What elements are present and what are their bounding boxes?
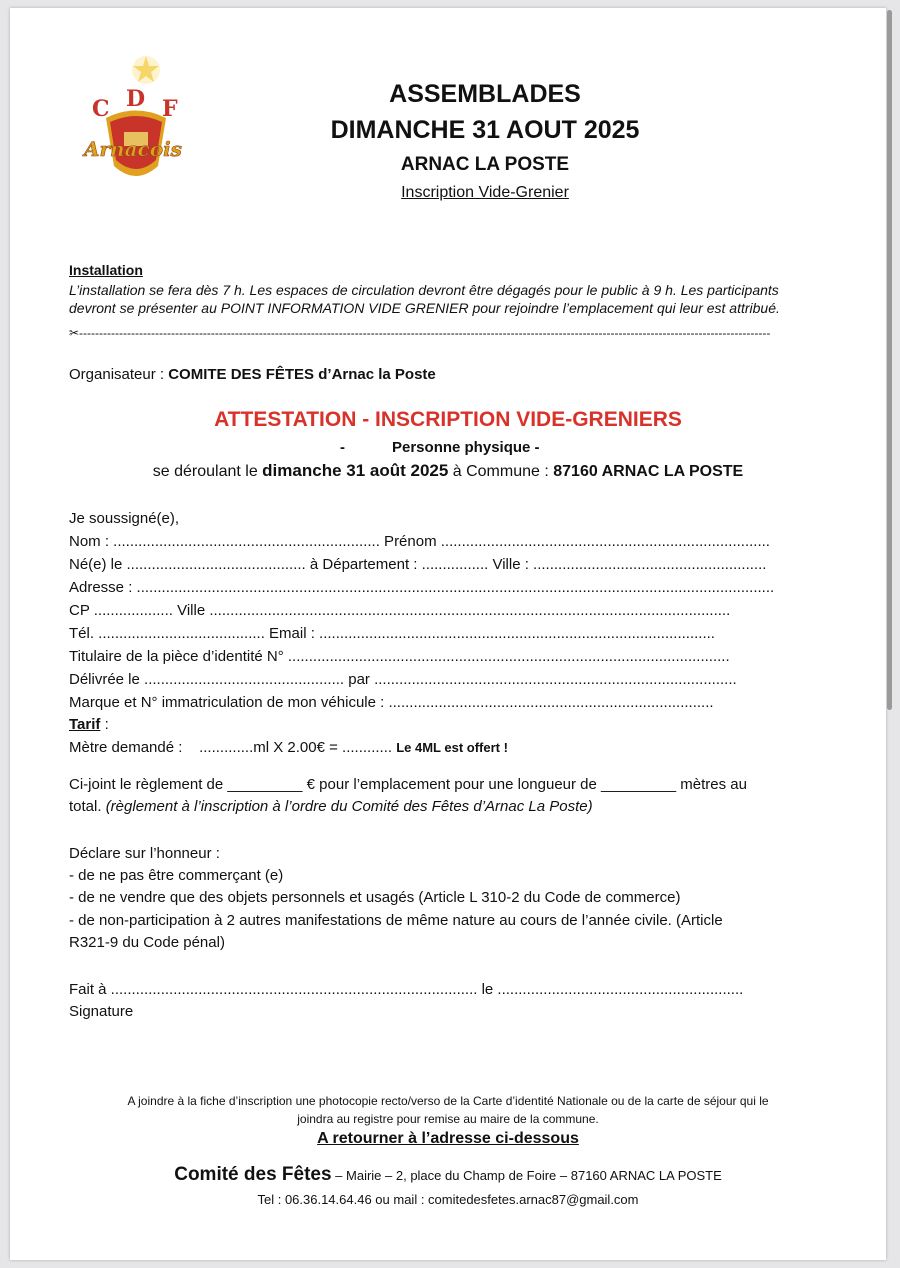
title-place: ARNAC LA POSTE — [400, 154, 570, 175]
field-adresse[interactable]: Adresse : ......................................................................................................................................................... — [69, 579, 775, 596]
attestation-date-line — [10, 461, 886, 481]
attestation-subtitle: Personne physique - — [392, 439, 540, 456]
reglement-note: (règlement à l’inscription à l’ordre du Comité des Fêtes d’Arnac La Poste) — [105, 798, 593, 815]
field-naissance[interactable]: Né(e) le ........................................... à Département : ................ Ville : ........................................................ — [69, 556, 767, 573]
logo-letter-c: C — [92, 96, 110, 122]
event-date: dimanche 31 août 2025 — [262, 461, 449, 480]
reglement-line-2 — [69, 798, 593, 815]
declaration-item: - de ne vendre que des objets personnels et usagés (Article L 310-2 du Code de commerce) — [69, 889, 681, 906]
footer-address: – Mairie – 2, place du Champ de Foire – 87160 ARNAC LA POSTE — [331, 1168, 722, 1183]
declaration-heading: Déclare sur l’honneur : — [69, 845, 220, 862]
title-date: DIMANCHE 31 AOUT 2025 — [330, 116, 640, 144]
commune-value: 87160 ARNAC LA POSTE — [553, 463, 744, 480]
field-cp-ville[interactable]: CP ................... Ville ............................................................................................................................. — [69, 602, 731, 619]
declaration-item: - de non-participation à 2 autres manifestations de même nature au cours de l’année civile. (Article — [69, 912, 723, 929]
field-delivree[interactable]: Délivrée le ................................................ par ....................................................................................... — [69, 671, 737, 688]
tarif-heading — [69, 716, 109, 733]
footer-note-1: A joindre à la fiche d’inscription une photocopie recto/verso de la Carte d’identité Nationale ou de la carte de séjour qui le — [127, 1094, 769, 1108]
scrollbar[interactable] — [887, 10, 892, 710]
logo-text: Arnacois — [84, 137, 182, 161]
subtitle-inscription: Inscription Vide-Grenier — [401, 184, 569, 201]
form-intro: Je soussigné(e), — [69, 510, 180, 527]
declaration-item: - de ne pas être commerçant (e) — [69, 867, 284, 884]
date-prefix: se déroulant le — [152, 463, 263, 480]
organisateur-line — [69, 366, 436, 383]
title-assemblades: ASSEMBLADES — [389, 80, 581, 108]
footer-address-line — [10, 1164, 886, 1186]
commune-prefix: à Commune : — [448, 463, 554, 480]
reglement-line-1: Ci-joint le règlement de _________ € pour l’emplacement pour une longueur de _________ mètres au — [69, 776, 747, 793]
declaration-item: R321-9 du Code pénal) — [69, 934, 225, 951]
attestation-dash: - — [340, 439, 345, 456]
field-fait-a[interactable]: Fait à ........................................................................................ le ........................................................... — [69, 981, 744, 998]
footer-retour: A retourner à l’adresse ci-dessous — [317, 1130, 579, 1147]
organisateur-label: Organisateur : — [69, 366, 169, 383]
field-nom-prenom[interactable]: Nom : ................................................................ Prénom ............................................................................... — [69, 533, 770, 550]
field-metre-demande[interactable] — [69, 739, 508, 756]
organisateur-value: COMITE DES FÊTES d’Arnac la Poste — [168, 366, 436, 383]
tarif-colon: : — [100, 716, 109, 733]
footer-comite: Comité des Fêtes — [174, 1164, 332, 1185]
field-tel-email[interactable]: Tél. ........................................ Email : ............................................................................................... — [69, 625, 715, 642]
logo-letter-f: F — [162, 96, 178, 122]
cut-line: ✂----------------------------------------------------------------------------------------------------------------------------------------------------------------------------- — [69, 326, 771, 340]
document-page — [10, 8, 886, 1260]
attestation-title: ATTESTATION - INSCRIPTION VIDE-GRENIERS — [214, 408, 682, 431]
installation-heading: Installation — [69, 262, 143, 278]
reglement-total: total. — [69, 798, 106, 815]
installation-line-1: L’installation se fera dès 7 h. Les espaces de circulation devront être dégagés pour le public à 9 h. Les participants — [69, 282, 779, 298]
offert-note: Le 4ML est offert ! — [396, 740, 508, 755]
installation-line-2: devront se présenter au POINT INFORMATION VIDE GRENIER pour rejoindre l’emplacement qui leur est attribué. — [69, 300, 780, 316]
cdf-logo — [76, 48, 194, 186]
signature-label: Signature — [69, 1003, 134, 1020]
metre-text: Mètre demandé : .............ml X 2.00€ = ............ — [69, 739, 397, 756]
footer-contact: Tel : 06.36.14.64.46 ou mail : comitedesfetes.arnac87@gmail.com — [257, 1192, 639, 1207]
field-piece-identite[interactable]: Titulaire de la pièce d’identité N° .......................................................................................................... — [69, 648, 730, 665]
footer-note-2: joindra au registre pour remise au maire de la commune. — [297, 1112, 599, 1126]
tarif-label: Tarif — [69, 716, 101, 733]
logo-letter-d: D — [126, 86, 146, 112]
field-immatriculation[interactable]: Marque et N° immatriculation de mon véhicule : .............................................................................. — [69, 694, 714, 711]
